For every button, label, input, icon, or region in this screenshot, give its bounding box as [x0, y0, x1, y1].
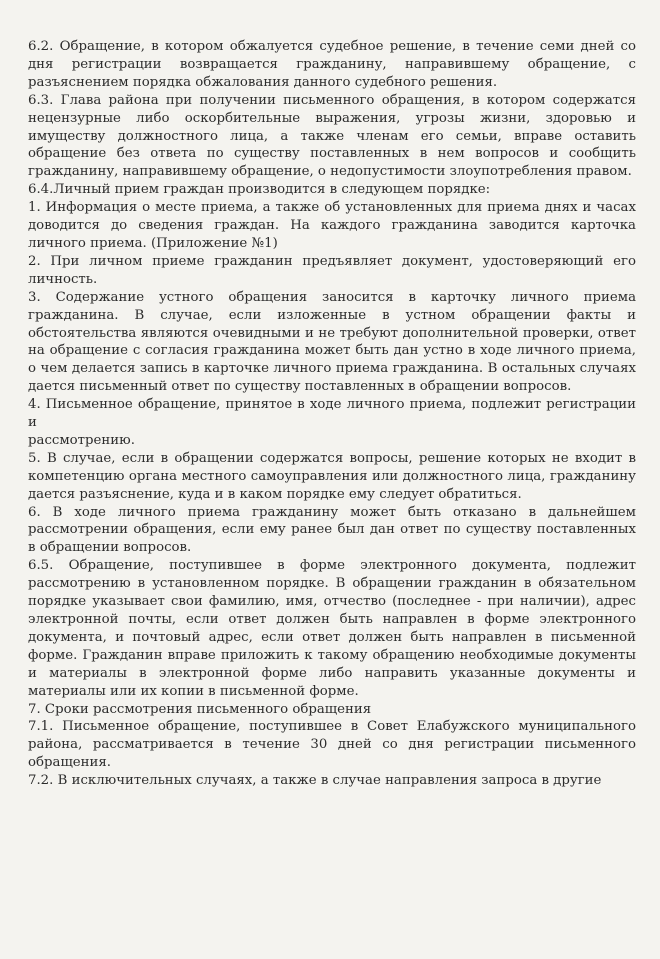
paragraph-item-6: 6. В ходе личного приема гражданину может быть отказано в дальнейшем рассмотрении обращения, если ему ранее был дан ответ по существу поставленных в обращении вопросов.	[28, 504, 636, 556]
paragraph-item-4: 4. Письменное обращение, принятое в ходе личного приема, подлежит регистрации и	[28, 397, 636, 431]
paragraph-7-2: 7.2. В исключительных случаях, а также в случае направления запроса в другие	[28, 773, 602, 789]
paragraph-item-3: 3. Содержание устного обращения заносится в карточку личного приема гражданина. В случае, если изложенные в устном обращении факты и обстоятельства являются очевидными и не требуют дополнительной проверки, ответ на обращение с согласия гражданина может быть дан устно в ходе личного приема, о чем делается запись в карточке личного приема гражданина. В остальных случаях дается письменный ответ по существу поставленных в обращении вопросов.	[28, 289, 636, 395]
paragraph-item-5: 5. В случае, если в обращении содержатся вопросы, решение которых не входит в компетенцию органа местного самоуправления или должностного лица, гражданину дается разъяснение, куда и в каком порядке ему следует обратиться.	[28, 450, 636, 502]
paragraph-item-2: 2. При личном приеме гражданин предъявляет документ, удостоверяющий его личность.	[28, 253, 636, 287]
paragraph-item-1: 1. Информация о месте приема, а также об установленных для приема днях и часах доводится до сведения граждан. На каждого гражданина заводится карточка личного приема. (Приложение №1)	[28, 200, 636, 251]
paragraph-item-4-continuation: рассмотрению.	[28, 432, 135, 448]
paragraph-6-4-heading: 6.4.Личный прием граждан производится в следующем порядке:	[28, 182, 491, 198]
paragraph-6-5: 6.5. Обращение, поступившее в форме электронного документа, подлежит рассмотрению в установленном порядке. В обращении гражданин в обязательном порядке указывает свои фамилию, имя, отчество (последнее - при наличии), адрес электронной почты, если ответ должен быть направлен в форме электронного документа, и почтовый адрес, если ответ должен быть направлен в письменной форме. Гражданин вправе приложить к такому обращению необходимые документы и материалы в электронной форме либо направить указанные документы и материалы или их копии в письменной форме.	[28, 558, 636, 699]
paragraph-7-1: 7.1. Письменное обращение, поступившее в Совет Елабужского муниципального района, рассматривается в течение 30 дней со дня регистрации письменного обращения.	[28, 719, 636, 771]
paragraph-6-3: 6.3. Глава района при получении письменного обращения, в котором содержатся нецензурные либо оскорбительные выражения, угрозы жизни, здоровью и имуществу должностного лица, а также членам его семьи, вправе оставить обращение без ответа по существу поставленных в нем вопросов и сообщить гражданину, направившему обращение, о недопустимости злоупотребления правом.	[28, 92, 636, 180]
section-7-heading: 7. Сроки рассмотрения письменного обращения	[28, 701, 372, 717]
paragraph-6-2: 6.2. Обращение, в котором обжалуется судебное решение, в течение семи дней со дня регистрации возвращается гражданину, направившему обращение, с разъяснением порядка обжалования данного судебного решения.	[28, 39, 636, 90]
